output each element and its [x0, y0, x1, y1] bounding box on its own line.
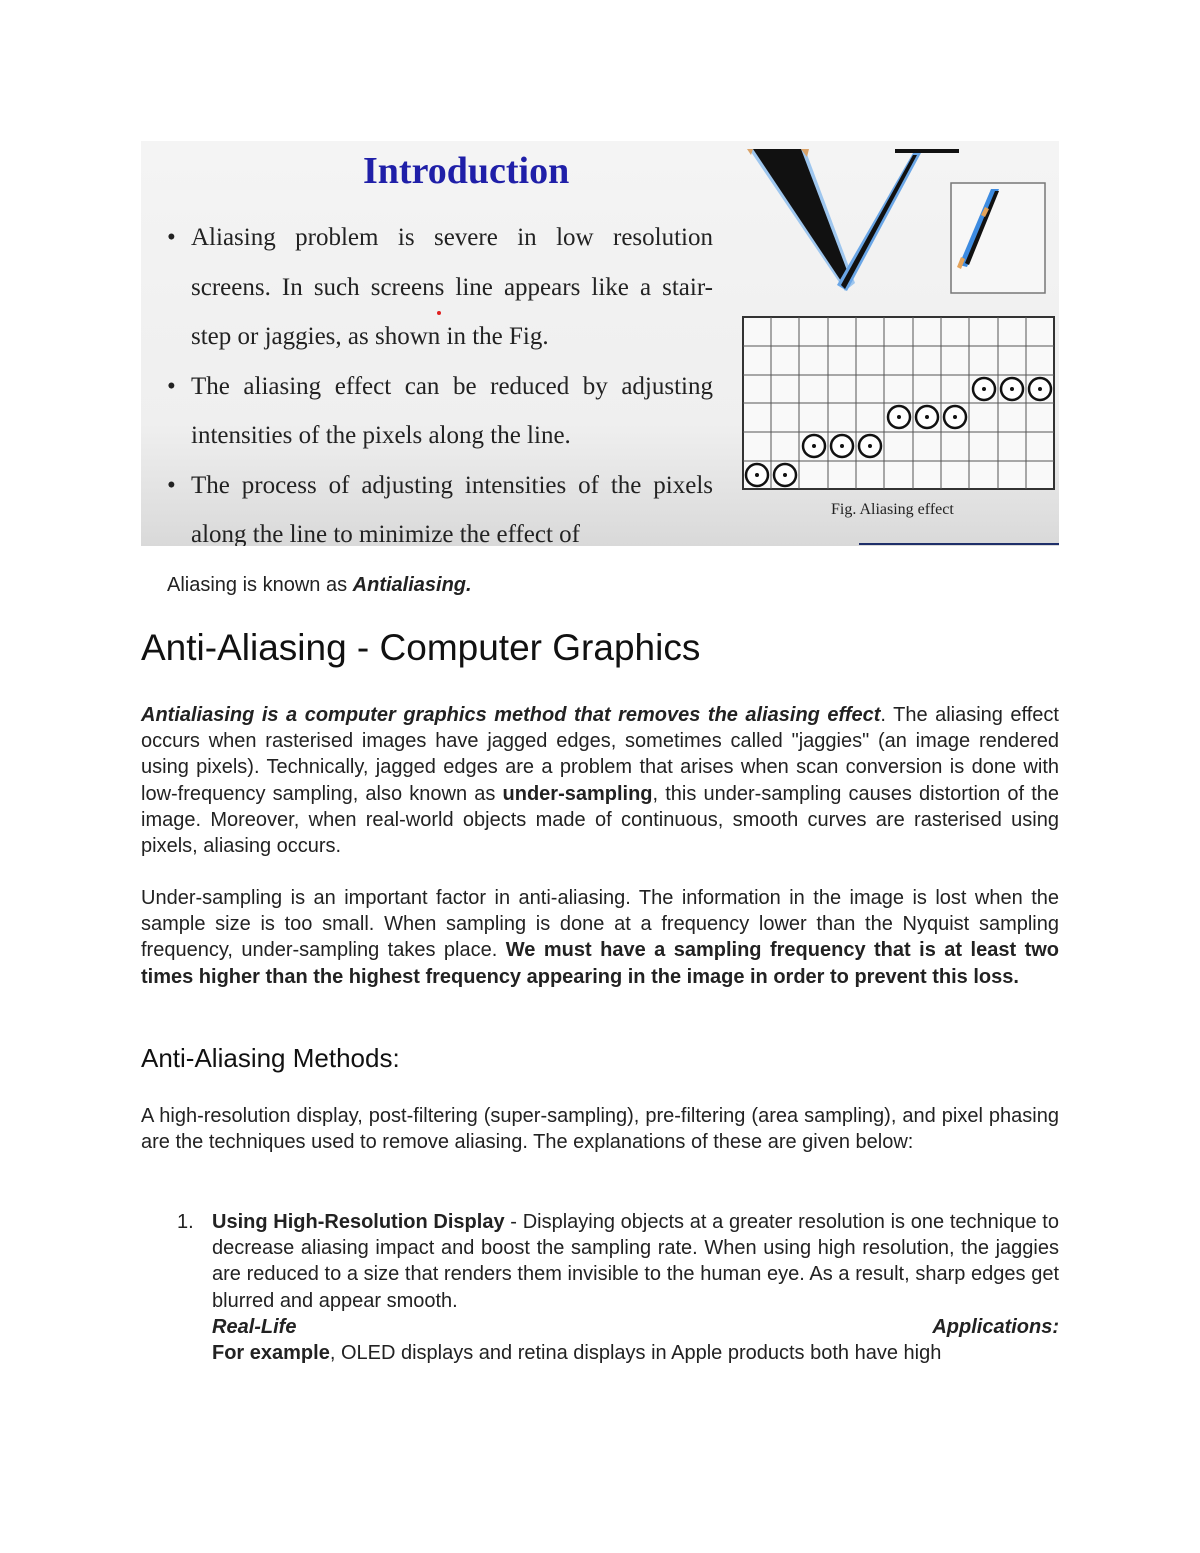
slide-image: [141, 141, 1059, 546]
intro-emphasis: Antialiasing.: [352, 574, 472, 596]
methods-heading: Anti-Aliasing Methods:: [141, 1043, 400, 1073]
definition-text-b: , this under-sampling causes distortion of the image. Moreover, when real-world objects made of continuous, smooth curves are rasterised using pixels, aliasing occurs.: [141, 782, 1060, 858]
paragraph-methods-intro: A high-resolution display, post-filtering (super-sampling), pre-filtering (area sampling), and pixel phasing are the techniques used to remove aliasing. The explanations of these are given below:: [141, 1105, 1059, 1154]
slide-bullet-list: [167, 213, 713, 546]
slide-bullet: • The process of adjusting intensities of the pixels along the line to minimize the effect of: [167, 461, 713, 547]
method-title: Using High-Resolution Display: [212, 1211, 505, 1233]
page-title: Anti-Aliasing - Computer Graphics: [141, 627, 701, 668]
example-label: For example: [212, 1342, 330, 1365]
red-dot-mark: [437, 311, 441, 315]
intro-prefix: Aliasing is known as: [167, 574, 353, 596]
undersampling-text: Under-sampling is an important factor in anti-aliasing. The information in the image is lost when the sample size is too small. When sampling is done at a frequency lower than the Nyquist sampling frequency, under-sampling takes place.: [141, 887, 1059, 962]
jagged-v-illustration: [745, 145, 1055, 300]
applications-left: Real-Life: [212, 1315, 297, 1338]
aliasing-grid-illustration: [742, 316, 1056, 496]
applications-right: Applications:: [932, 1315, 1059, 1338]
slide-divider: [859, 543, 1059, 545]
definition-text-a: . The aliasing effect occurs when rasterised images have jagged edges, sometimes called "jaggies" (an image rendered using pixels). Technically, jagged edges are a problem that arises when scan conversion is done with low-frequency sampling, also known as: [141, 704, 1059, 805]
applications-line: [212, 1314, 1059, 1340]
definition-lead: Antialiasing is a computer graphics method that removes the aliasing effect: [141, 704, 881, 726]
figure-caption: Fig. Aliasing effect: [831, 501, 954, 518]
list-number: 1.: [177, 1211, 194, 1233]
example-text: , OLED displays and retina displays in Apple products both have high: [329, 1342, 942, 1365]
paragraph-undersampling: [141, 885, 1059, 990]
list-item: [141, 1209, 1059, 1366]
slide-title: Introduction: [363, 150, 570, 192]
nyquist-statement: We must have a sampling frequency that is at least two times higher than the highest frequency appearing in the image in order to prevent this loss.: [141, 939, 1060, 988]
under-sampling-term: under-sampling: [502, 782, 653, 805]
methods-list: [141, 1209, 1059, 1366]
paragraph-definition: [141, 702, 1059, 859]
slide-bullet: • Aliasing problem is severe in low resolution screens. In such screens line appears like a stair-step or jaggies, as shown in the Fig.: [167, 213, 713, 362]
slide-bullet: • The aliasing effect can be reduced by adjusting intensities of the pixels along the line.: [167, 362, 713, 461]
method-description: - Displaying objects at a greater resolution is one technique to decrease aliasing impact and boost the sampling rate. When using high resolution, the jaggies are reduced to a size that renders them invisible to the human eye. As a result, sharp edges get blurred and appear smooth.: [212, 1211, 1059, 1312]
intro-line: [167, 574, 472, 597]
